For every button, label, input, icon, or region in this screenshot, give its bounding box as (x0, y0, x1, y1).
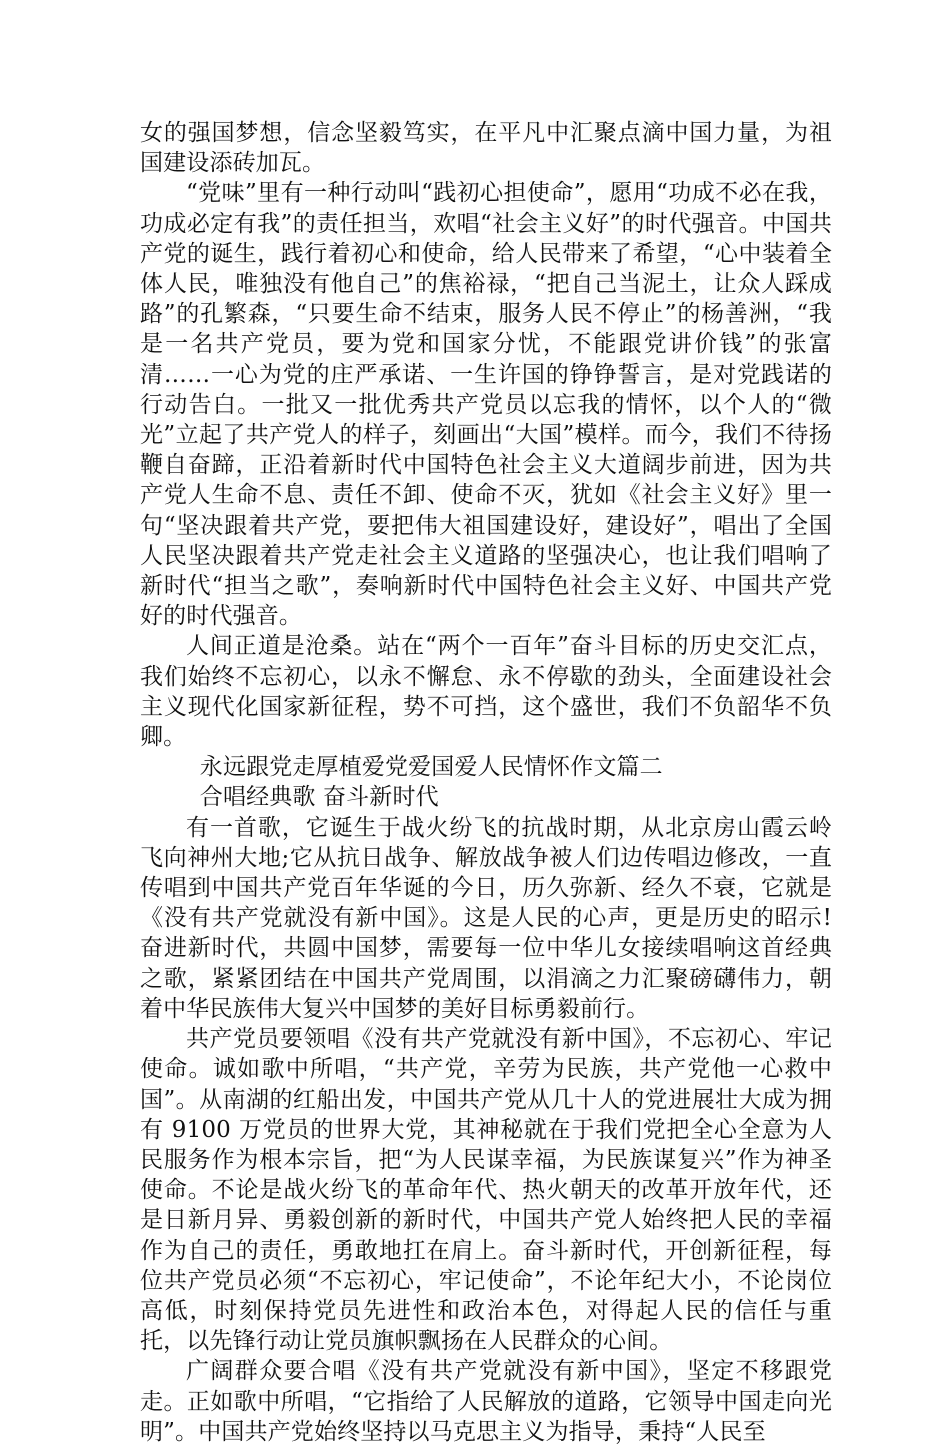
paragraph-party-members: 共产党员要领唱《没有共产党就没有新中国》，不忘初心、牢记使命。诚如歌中所唱，“共产党，辛劳为民族，共产党他一心救中国”。从南湖的红船出发，中国共产党从几十人的党进展壮大成为拥有 9100 万党员的世界大党，其神秘就在于我们党把全心全意为人民服务作为根本宗旨，把“为人民谋幸福，为民族谋复兴”作为神圣使命。不论是战火纷飞的革命年代、热火朝天的改革开放年代，还是日新月异、勇毅创新的新时代，中国共产党人始终把人民的幸福作为自己的责任，勇敢地扛在肩上。奋斗新时代，开创新征程，每位共产党员必须“不忘初心，牢记使命”，不论年纪大小，不论岗位高低，时刻保持党员先进性和政治本色，对得起人民的信任与重托，以先锋行动让党员旗帜飘扬在人民群众的心间。 (140, 1026, 832, 1355)
article-body (140, 118, 832, 1447)
paragraph-continuation: 女的强国梦想，信念坚毅笃实，在平凡中汇聚点滴中国力量，为祖国建设添砖加瓦。 (140, 120, 832, 177)
paragraph-conclusion: 人间正道是沧桑。站在“两个一百年”奋斗目标的历史交汇点，我们始终不忘初心，以永不懈怠、永不停歇的劲头，全面建设社会主义现代化国家新征程，势不可挡，这个盛世，我们不负韶华不负卿。 (140, 633, 832, 751)
article-subtitle: 合唱经典歌 奋斗新时代 (199, 784, 439, 811)
paragraph-action: “党味”里有一种行动叫“践初心担使命”，愿用“功成不必在我，功成必定有我”的责任担当，欢唱“社会主义好”的时代强音。中国共产党的诞生，践行着初心和使命，给人民带来了希望，“心中装着全体人民，唯独没有他自己”的焦裕禄，“把自己当泥土，让众人踩成路”的孔繁森，“只要生命不结束，服务人民不停止”的杨善洲，“我是一名共产党员，要为党和国家分忧，不能跟党讲价钱”的张富清……一心为党的庄严承诺、一生许国的铮铮誓言，是对党践诺的行动告白。一批又一批优秀共产党员以忘我的情怀，以个人的“微光”立起了共产党人的样子，刻画出“大国”模样。而今，我们不待扬鞭自奋蹄，正沿着新时代中国特色社会主义大道阔步前进，因为共产党人生命不息、责任不卸、使命不灭，犹如《社会主义好》里一句“坚决跟着共产党，要把伟大祖国建设好，建设好”，唱出了全国人民坚决跟着共产党走社会主义道路的坚强决心，也让我们唱响了新时代“担当之歌”，奏响新时代中国特色社会主义好、中国共产党好的时代强音。 (140, 180, 832, 630)
article-title: 永远跟党走厚植爱党爱国爱人民情怀作文篇二 (199, 754, 663, 781)
paragraph-song-history: 有一首歌，它诞生于战火纷飞的抗战时期，从北京房山霞云岭飞向神州大地;它从抗日战争、解放战争被人们边传唱边修改，一直传唱到中国共产党百年华诞的今日，历久弥新、经久不衰，它就是《没有共产党就没有新中国》。这是人民的心声，更是历史的昭示!奋进新时代，共圆中国梦，需要每一位中华儿女接续唱响这首经典之歌，紧紧团结在中国共产党周围，以涓滴之力汇聚磅礴伟力，朝着中华民族伟大复兴中国梦的美好目标勇毅前行。 (140, 814, 832, 1022)
paragraph-masses: 广阔群众要合唱《没有共产党就没有新中国》，坚定不移跟党走。正如歌中所唱，“它指给了人民解放的道路，它领导中国走向光明”。中国共产党始终坚持以马克思主义为指导，秉持“人民至 (140, 1358, 832, 1445)
